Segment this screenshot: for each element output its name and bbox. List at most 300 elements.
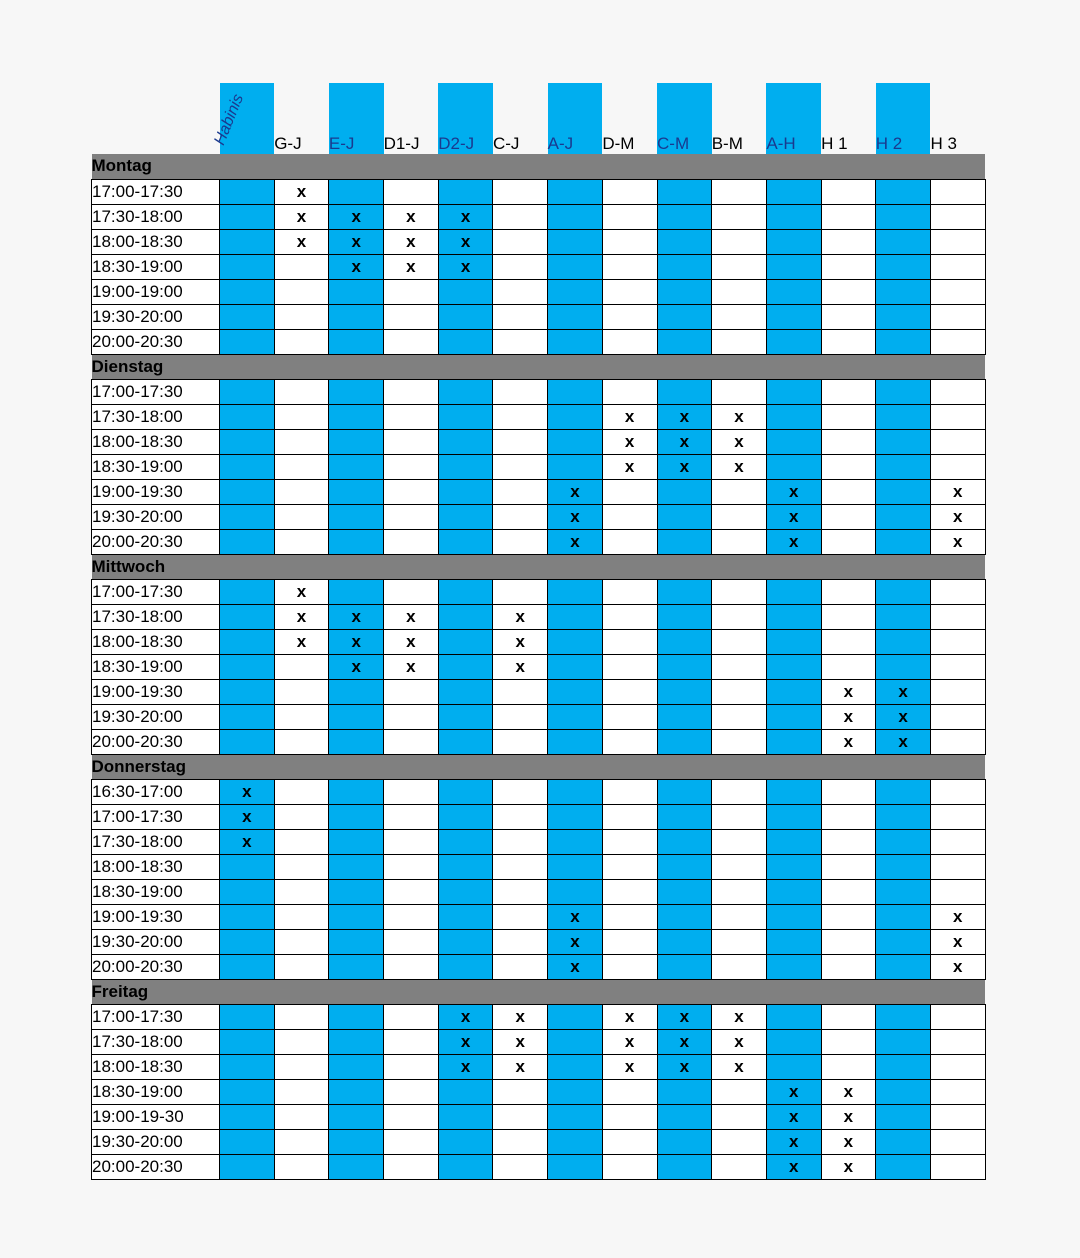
time-slot-row [92,204,986,229]
schedule-cell [712,504,767,529]
schedule-cell [821,529,876,554]
schedule-cell [657,229,712,254]
schedule-cell [657,1129,712,1154]
schedule-mark-cell: x [548,929,603,954]
schedule-cell [548,1129,603,1154]
schedule-cell [329,854,384,879]
time-slot-label: 17:30-18:00 [92,604,220,629]
schedule-cell [438,804,493,829]
schedule-cell [493,679,548,704]
schedule-cell [930,404,985,429]
schedule-mark-cell: x [821,1079,876,1104]
time-slot-row [92,804,986,829]
schedule-mark-cell: x [274,629,329,654]
schedule-mark-cell: x [930,504,985,529]
time-slot-row [92,429,986,454]
schedule-cell [602,829,657,854]
schedule-cell [766,329,821,354]
schedule-cell [220,429,275,454]
schedule-cell [493,504,548,529]
schedule-cell [712,854,767,879]
schedule-cell [274,1104,329,1129]
schedule-cell [876,229,931,254]
schedule-cell [930,204,985,229]
schedule-cell [329,779,384,804]
schedule-cell [220,604,275,629]
time-slot-row [92,479,986,504]
time-slot-label: 19:00-19:30 [92,679,220,704]
schedule-cell [329,179,384,204]
schedule-cell [548,704,603,729]
schedule-cell [274,429,329,454]
schedule-cell [274,479,329,504]
time-slot-row [92,779,986,804]
column-header-label: Habinis [210,91,247,148]
schedule-cell [329,479,384,504]
schedule-cell [329,279,384,304]
schedule-mark-cell: x [274,604,329,629]
schedule-cell [821,954,876,979]
schedule-mark-cell: x [438,1054,493,1079]
time-slot-label: 19:30-20:00 [92,1129,220,1154]
schedule-cell [274,879,329,904]
schedule-cell [438,279,493,304]
schedule-cell [438,1154,493,1179]
schedule-cell [712,904,767,929]
schedule-mark-cell: x [821,704,876,729]
schedule-cell [657,704,712,729]
schedule-cell [493,804,548,829]
schedule-cell [821,854,876,879]
schedule-cell [602,679,657,704]
schedule-cell [712,629,767,654]
day-label: Montag [92,154,986,179]
schedule-cell [329,929,384,954]
schedule-cell [493,579,548,604]
schedule-cell [493,929,548,954]
schedule-cell [930,1129,985,1154]
schedule-cell [493,1079,548,1104]
schedule-cell [821,804,876,829]
schedule-cell [274,1004,329,1029]
schedule-cell [766,279,821,304]
schedule-mark-cell: x [602,454,657,479]
schedule-cell [876,1104,931,1129]
schedule-cell [548,604,603,629]
schedule-cell [438,429,493,454]
schedule-cell [548,1104,603,1129]
schedule-cell [220,279,275,304]
schedule-cell [766,929,821,954]
schedule-cell [493,479,548,504]
schedule-cell [602,629,657,654]
schedule-cell [930,654,985,679]
schedule-cell [329,904,384,929]
schedule-cell [712,779,767,804]
schedule-cell [384,1129,439,1154]
schedule-cell [384,329,439,354]
schedule-cell [876,379,931,404]
schedule-cell [930,854,985,879]
schedule-mark-cell: x [438,1004,493,1029]
schedule-cell [274,304,329,329]
schedule-cell [384,579,439,604]
schedule-cell [876,604,931,629]
schedule-cell [220,529,275,554]
schedule-cell [766,854,821,879]
schedule-cell [438,929,493,954]
schedule-cell [329,1129,384,1154]
column-header-row [92,83,986,154]
schedule-cell [766,204,821,229]
day-header-row [92,354,986,379]
schedule-cell [384,379,439,404]
schedule-cell [766,229,821,254]
schedule-cell [657,254,712,279]
time-slot-row [92,1154,986,1179]
schedule-cell [876,1004,931,1029]
schedule-cell [821,1029,876,1054]
schedule-mark-cell: x [493,654,548,679]
schedule-mark-cell: x [493,1029,548,1054]
schedule-cell [930,254,985,279]
time-slot-label: 19:00-19:00 [92,279,220,304]
column-header: H 1 [821,134,848,153]
schedule-cell [766,1004,821,1029]
schedule-cell [384,304,439,329]
time-slot-row [92,904,986,929]
schedule-cell [876,579,931,604]
schedule-mark-cell: x [438,229,493,254]
schedule-cell [220,579,275,604]
schedule-cell [876,279,931,304]
column-header: D2-J [438,83,493,154]
schedule-cell [657,504,712,529]
schedule-mark-cell: x [548,529,603,554]
schedule-cell [712,704,767,729]
schedule-cell [930,704,985,729]
column-header: E-J [329,83,384,154]
schedule-cell [438,1079,493,1104]
schedule-cell [274,529,329,554]
schedule-cell [274,704,329,729]
schedule-cell [438,729,493,754]
schedule-cell [274,829,329,854]
schedule-mark-cell: x [602,1004,657,1029]
schedule-cell [220,1129,275,1154]
schedule-cell [930,379,985,404]
schedule-cell [329,304,384,329]
time-slot-row [92,404,986,429]
schedule-cell [548,1029,603,1054]
schedule-cell [384,804,439,829]
schedule-cell [657,1104,712,1129]
schedule-cell [548,679,603,704]
schedule-cell [876,1029,931,1054]
schedule-mark-cell: x [602,1054,657,1079]
schedule-cell [384,829,439,854]
schedule-mark-cell: x [930,954,985,979]
time-slot-label: 19:00-19:30 [92,479,220,504]
time-slot-label: 19:30-20:00 [92,704,220,729]
schedule-mark-cell: x [712,404,767,429]
schedule-cell [930,229,985,254]
schedule-cell [876,404,931,429]
schedule-cell [438,679,493,704]
day-header-row [92,154,986,179]
schedule-cell [548,229,603,254]
schedule-mark-cell: x [493,1054,548,1079]
schedule-cell [876,804,931,829]
schedule-cell [329,404,384,429]
schedule-cell [930,604,985,629]
schedule-mark-cell: x [329,654,384,679]
schedule-cell [438,779,493,804]
schedule-mark-cell: x [274,179,329,204]
schedule-mark-cell: x [329,254,384,279]
schedule-cell [329,1079,384,1104]
schedule-cell [876,429,931,454]
schedule-cell [876,479,931,504]
schedule-cell [602,1079,657,1104]
schedule-cell [329,1054,384,1079]
schedule-cell [220,304,275,329]
schedule-cell [821,629,876,654]
schedule-mark-cell: x [712,1004,767,1029]
schedule-cell [876,454,931,479]
time-slot-row [92,504,986,529]
schedule-cell [657,879,712,904]
schedule-cell [220,204,275,229]
schedule-cell [657,204,712,229]
schedule-cell [274,679,329,704]
schedule-mark-cell: x [930,529,985,554]
schedule-cell [876,954,931,979]
time-slot-row [92,329,986,354]
schedule-cell [438,604,493,629]
schedule-cell [657,179,712,204]
schedule-cell [220,854,275,879]
schedule-cell [274,379,329,404]
schedule-cell [876,1054,931,1079]
schedule-cell [821,379,876,404]
schedule-cell [329,454,384,479]
schedule-mark-cell: x [712,1029,767,1054]
schedule-cell [548,1154,603,1179]
schedule-cell [821,329,876,354]
schedule-cell [712,604,767,629]
schedule-cell [384,454,439,479]
schedule-cell [712,579,767,604]
schedule-cell [220,1054,275,1079]
column-header: H 3 [930,134,957,153]
schedule-cell [930,329,985,354]
schedule-mark-cell: x [657,454,712,479]
schedule-cell [384,704,439,729]
schedule-cell [220,1029,275,1054]
column-header: A-H [766,83,821,154]
schedule-cell [220,1004,275,1029]
schedule-mark-cell: x [821,1104,876,1129]
schedule-mark-cell: x [766,504,821,529]
schedule-cell [329,704,384,729]
schedule-cell [438,654,493,679]
time-slot-label: 20:00-20:30 [92,729,220,754]
schedule-mark-cell: x [766,1129,821,1154]
schedule-cell [329,679,384,704]
schedule-cell [274,1154,329,1179]
time-slot-label: 19:00-19:30 [92,904,220,929]
schedule-cell [602,254,657,279]
schedule-cell [548,254,603,279]
schedule-cell [220,929,275,954]
schedule-mark-cell: x [766,1079,821,1104]
schedule-cell [602,704,657,729]
schedule-cell [876,1154,931,1179]
schedule-cell [220,479,275,504]
time-slot-label: 18:00-18:30 [92,429,220,454]
schedule-cell [438,629,493,654]
schedule-cell [329,429,384,454]
schedule-mark-cell: x [930,929,985,954]
schedule-cell [602,529,657,554]
schedule-cell [220,879,275,904]
day-header-row [92,754,986,779]
schedule-cell [712,1104,767,1129]
schedule-mark-cell: x [548,954,603,979]
schedule-cell [548,404,603,429]
schedule-cell [766,904,821,929]
schedule-cell [220,329,275,354]
schedule-cell [493,179,548,204]
schedule-mark-cell: x [766,1154,821,1179]
time-slot-label: 17:30-18:00 [92,204,220,229]
schedule-cell [438,1129,493,1154]
time-slot-label: 17:00-17:30 [92,379,220,404]
schedule-cell [493,904,548,929]
schedule-cell [438,454,493,479]
schedule-cell [876,529,931,554]
schedule-cell [657,779,712,804]
schedule-cell [329,954,384,979]
schedule-cell [766,829,821,854]
schedule-cell [329,329,384,354]
schedule-cell [384,779,439,804]
schedule-cell [657,379,712,404]
time-slot-row [92,1029,986,1054]
schedule-cell [657,329,712,354]
schedule-cell [657,629,712,654]
schedule-cell [712,879,767,904]
schedule-cell [657,729,712,754]
schedule-cell [493,204,548,229]
column-header: A-J [548,83,603,154]
schedule-cell [329,879,384,904]
schedule-cell [766,254,821,279]
schedule-cell [876,204,931,229]
schedule-cell [930,629,985,654]
time-slot-label: 18:00-18:30 [92,229,220,254]
schedule-cell [329,1154,384,1179]
schedule-cell [930,1054,985,1079]
schedule-cell [821,479,876,504]
time-slot-row [92,879,986,904]
schedule-cell [712,254,767,279]
schedule-cell [220,704,275,729]
schedule-cell [930,779,985,804]
schedule-mark-cell: x [384,629,439,654]
schedule-cell [657,804,712,829]
time-slot-label: 19:00-19-30 [92,1104,220,1129]
schedule-cell [220,954,275,979]
schedule-cell [876,854,931,879]
schedule-cell [602,1104,657,1129]
schedule-cell [602,329,657,354]
schedule-cell [821,1054,876,1079]
schedule-cell [329,504,384,529]
schedule-cell [548,879,603,904]
schedule-cell [493,229,548,254]
schedule-mark-cell: x [438,254,493,279]
time-slot-label: 17:00-17:30 [92,1004,220,1029]
schedule-cell [438,829,493,854]
schedule-cell [766,1029,821,1054]
schedule-cell [766,404,821,429]
schedule-cell [602,179,657,204]
schedule-cell [602,1129,657,1154]
time-slot-row [92,254,986,279]
time-slot-row [92,1004,986,1029]
schedule-cell [274,1029,329,1054]
schedule-cell [548,779,603,804]
time-slot-row [92,1079,986,1104]
schedule-cell [274,504,329,529]
schedule-cell [329,804,384,829]
schedule-cell [493,279,548,304]
schedule-cell [821,279,876,304]
schedule-cell [602,504,657,529]
schedule-cell [930,679,985,704]
column-header: H 2 [876,83,931,154]
schedule-mark-cell: x [657,404,712,429]
schedule-cell [821,454,876,479]
schedule-cell [384,679,439,704]
schedule-mark-cell: x [384,254,439,279]
schedule-cell [438,329,493,354]
schedule-cell [274,854,329,879]
time-slot-label: 18:00-18:30 [92,1054,220,1079]
schedule-cell [657,1079,712,1104]
schedule-cell [657,654,712,679]
schedule-mark-cell: x [493,604,548,629]
schedule-cell [438,529,493,554]
schedule-cell [220,904,275,929]
schedule-cell [274,1079,329,1104]
schedule-cell [602,1154,657,1179]
schedule-cell [766,679,821,704]
schedule-cell [876,779,931,804]
schedule-cell [329,529,384,554]
schedule-mark-cell: x [930,904,985,929]
schedule-mark-cell: x [821,729,876,754]
schedule-mark-cell: x [821,1154,876,1179]
schedule-cell [712,329,767,354]
schedule-cell [930,429,985,454]
schedule-cell [274,929,329,954]
schedule-cell [548,629,603,654]
schedule-mark-cell: x [657,429,712,454]
schedule-cell [329,579,384,604]
